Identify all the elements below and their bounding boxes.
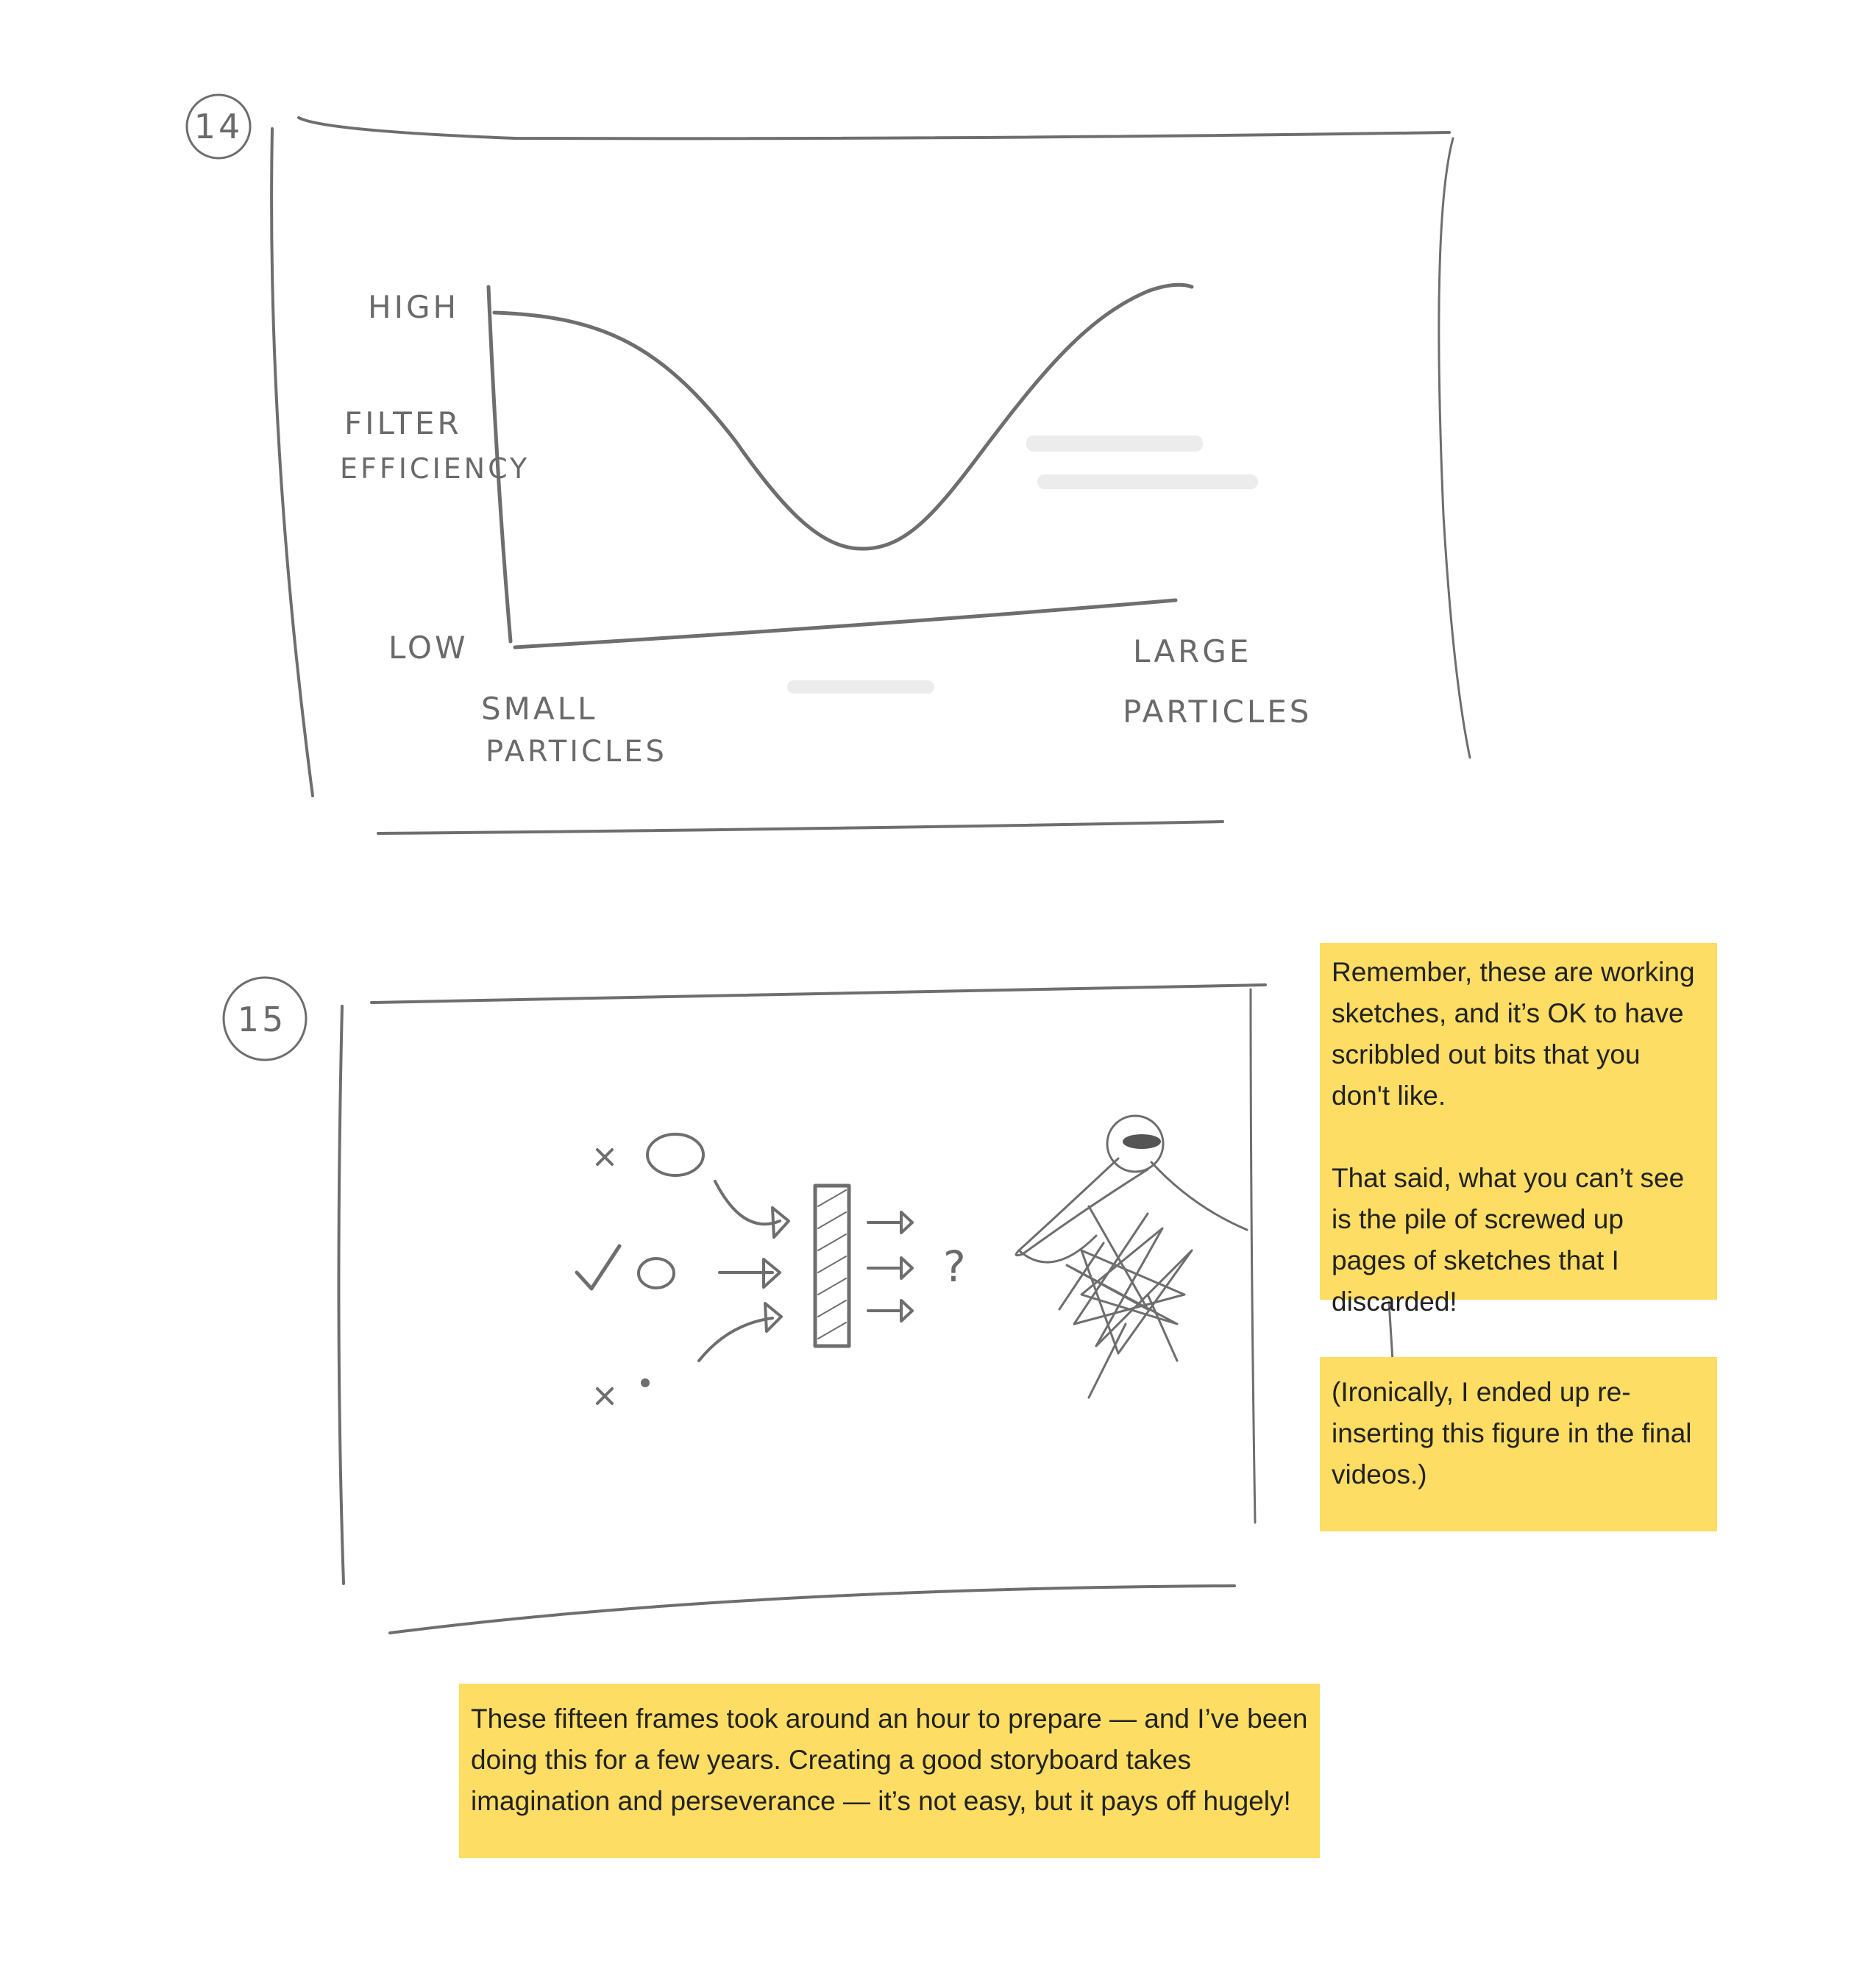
note-fifteen-frames-text: These fifteen frames took around an hour to prepare — and I’ve been doing this for a few years. Creating a good storyboard takes imagination and perseverance — it’s not easy, but it pays off hugely! — [471, 1704, 1308, 1816]
frame-14-border-right — [1439, 138, 1470, 758]
outgoing-arrow-bottom — [868, 1300, 912, 1321]
frame-14-number: 14 — [193, 107, 244, 146]
tick-mark — [577, 1246, 619, 1289]
note-ironically — [1320, 1357, 1717, 1531]
frame-14-x-axis — [515, 600, 1176, 647]
note-fifteen-frames — [459, 1684, 1320, 1858]
frame-14-x-left-label-line2: PARTICLES — [486, 735, 667, 769]
frame-14 — [187, 95, 1470, 833]
frame-14-x-right-label-line2: PARTICLES — [1123, 694, 1312, 730]
frame-15-border-bottom — [390, 1586, 1234, 1633]
large-particle — [647, 1134, 703, 1175]
frame-14-y-axis-label-line1: FILTER — [344, 405, 462, 441]
incoming-arrow-bottom — [699, 1318, 772, 1361]
frame-14-x-left-label-line1: SMALL — [481, 691, 598, 727]
scribbled-figure — [1016, 1116, 1247, 1398]
note-working-sketches-para1: Remember, these are working sketches, and it’s OK to have scribbled out bits that you don't like. — [1332, 957, 1695, 1111]
frame-15-border-left — [338, 1006, 344, 1584]
frame-14-efficiency-curve — [494, 285, 1192, 549]
frame-14-y-low-label: LOW — [388, 630, 469, 666]
frame-15-border-right — [1251, 989, 1255, 1523]
frame-15-number: 15 — [237, 1000, 287, 1039]
outgoing-arrow-middle — [868, 1258, 912, 1278]
frame-14-border-top — [299, 118, 1449, 138]
cross-mark-top — [597, 1150, 612, 1164]
note-working-sketches-para2: That said, what you can’t see is the pile of screwed up pages of sketches that I discarded! — [1332, 1163, 1685, 1317]
frame-14-y-high-label: HIGH — [368, 289, 460, 325]
frame-14-border-bottom — [378, 822, 1223, 833]
question-mark: ? — [943, 1242, 969, 1292]
frame-14-border-left — [271, 129, 313, 796]
cross-mark-bottom — [597, 1389, 612, 1403]
frame-15 — [224, 978, 1393, 1633]
outgoing-arrow-top — [868, 1212, 912, 1233]
note-ironically-text: (Ironically, I ended up re-inserting this figure in the final videos.) — [1332, 1377, 1692, 1489]
note-working-sketches — [1320, 943, 1717, 1317]
incoming-arrow-top — [715, 1181, 780, 1224]
medium-particle — [639, 1259, 674, 1288]
frame-15-border-top — [372, 985, 1265, 1003]
small-particle — [641, 1378, 650, 1387]
frame-14-y-axis-label-line2: EFFICIENCY — [340, 452, 530, 485]
frame-14-x-right-label-line1: LARGE — [1133, 633, 1252, 669]
filter — [815, 1186, 849, 1346]
